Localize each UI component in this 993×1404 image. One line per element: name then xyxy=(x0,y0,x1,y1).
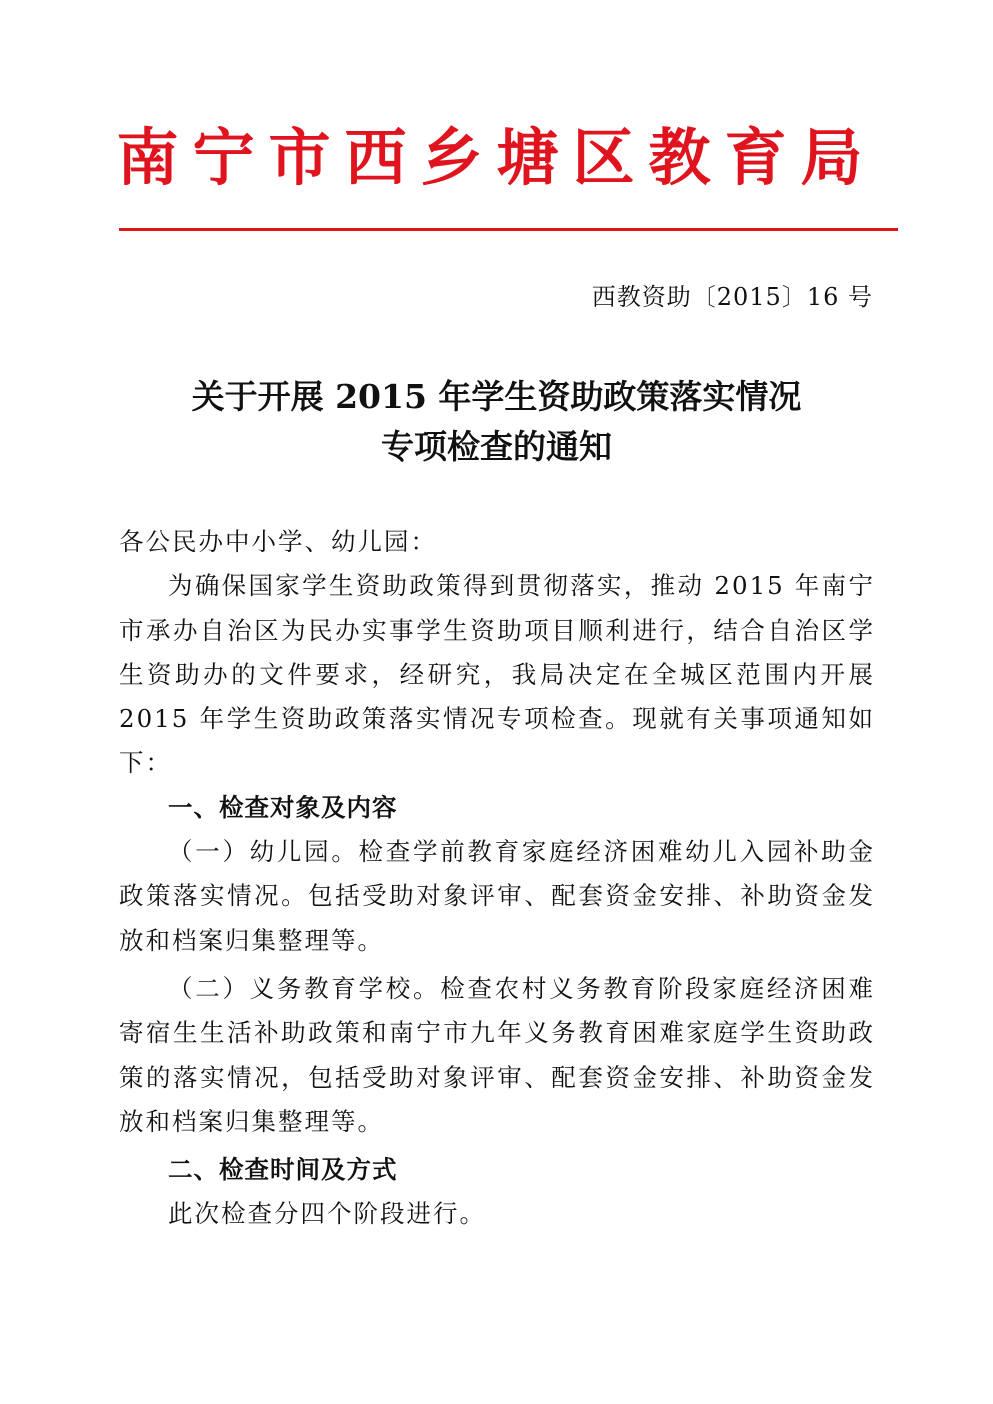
title-line-1: 关于开展 2015 年学生资助政策落实情况 xyxy=(191,377,802,416)
item-2-paragraph: （二）义务教育学校。检查农村义务教育阶段家庭经济困难寄宿生生活补助政策和南宁市九年义务教育困难家庭学生资助政策的落实情况，包括受助对象评审、配套资金安排、补助资金发放和档案归集整理等。 xyxy=(119,973,875,1136)
document-body xyxy=(119,520,875,1237)
section-1-heading: 一、检查对象及内容 xyxy=(168,792,398,822)
title-line-2: 专项检查的通知 xyxy=(381,427,612,466)
red-divider-line xyxy=(119,228,898,231)
document-title xyxy=(0,372,993,472)
section-2-heading: 二、检查时间及方式 xyxy=(168,1155,398,1185)
section-2-paragraph: 此次检查分四个阶段进行。 xyxy=(168,1199,486,1229)
salutation: 各公民办中小学、幼儿园： xyxy=(119,527,437,556)
document-number: 西教资助〔2015〕16 号 xyxy=(591,283,873,311)
item-1-paragraph: （一）幼儿园。检查学前教育家庭经济困难幼儿入园补助金政策落实情况。包括受助对象评审、配套资金安排、补助资金发放和档案归集整理等。 xyxy=(119,837,875,955)
intro-paragraph: 为确保国家学生资助政策得到贯彻落实，推动 2015 年南宁市承办自治区为民办实事学生资助项目顺利进行，结合自治区学生资助办的文件要求，经研究，我局决定在全城区范围内开展 2015 年学生资助政策落实情况专项检查。现就有关事项通知如下： xyxy=(119,571,875,778)
masthead-title: 南宁市西乡塘区教育局 xyxy=(116,121,877,194)
